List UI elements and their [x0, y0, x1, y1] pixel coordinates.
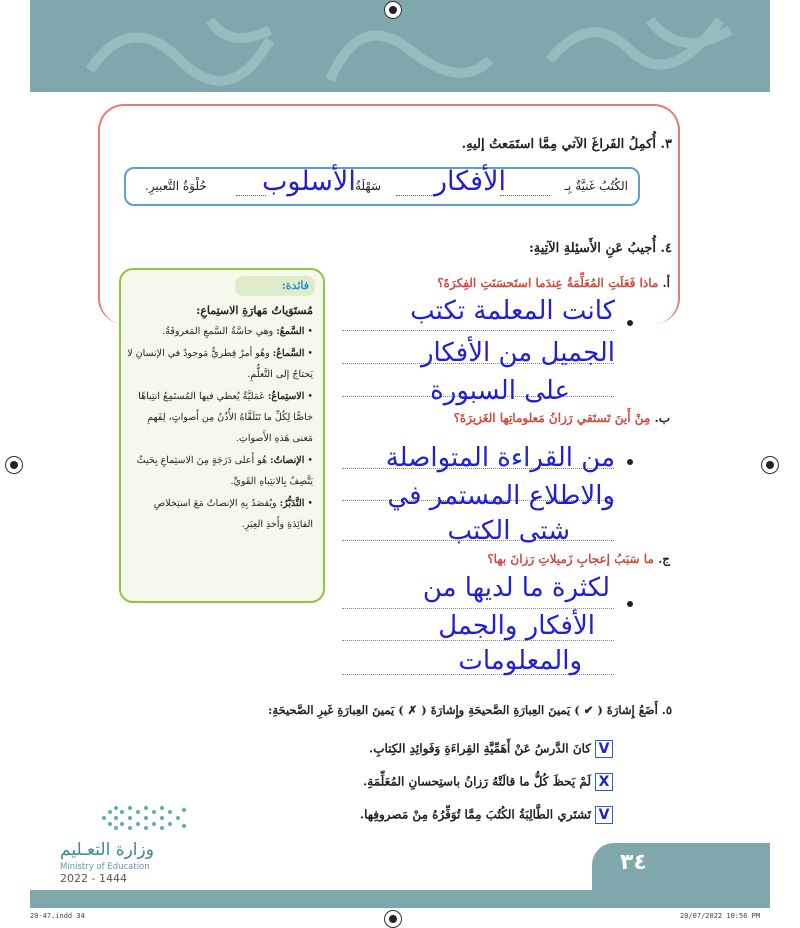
check-mark-box: V: [595, 806, 613, 824]
sidebar-item-text: عَمَليَّةٌ يُعطي فيها المُستَمِعُ انتِباهًا خاصًّا لِكُلِّ ما تَتَلَقَّاهُ الأُذُنُ مِن أَصواتٍ، لِفَهمِ مَعنى هَذهِ الأَصواتِ.: [138, 390, 313, 445]
statement-text: لَمْ يَحظَ كُلُّ ما قالَتْهُ رَزانُ باستِحسانِ المُعَلِّمَةِ.: [363, 774, 591, 789]
question-5-title: ٥. أَضَعُ إِشارَةَ ( ✔ ) يَمينَ العِبارَةِ الصَّحيحَةِ وإِشارَةَ ( ✗ ) يَمينَ العِبارَةِ غَيرِ الصَّحيحَةِ:: [268, 703, 672, 717]
sidebar-item-term: التَّدَبُّرُ:: [279, 497, 305, 509]
bullet-4a: [627, 320, 633, 326]
sidebar-title: مُستَوَياتُ مَهارَةِ الاستِماعِ:: [196, 304, 313, 317]
answer-4c-line-1: لكثرة ما لديها من: [422, 573, 610, 603]
sidebar-item: • الاستِماعُ: عَمَليَّةٌ يُعطي فيها المُستَمِعُ انتِباهًا خاصًّا لِكُلِّ ما تَتَلَقَّاهُ الأُذُنُ مِن أَصواتٍ، لِفَهمِ مَعنى هَذهِ الأَصواتِ.: [138, 390, 313, 445]
answer-4a-line-1: كانت المعلمة تكتب: [410, 296, 615, 326]
question-4b-letter: ب.: [654, 411, 670, 425]
blank-1b: [396, 195, 432, 196]
word-2: سَهْلَةُ: [355, 179, 381, 193]
question-4a-text: ماذا فَعَلَتِ المُعَلِّمَةُ عِندَما استَحسَنَتِ الفِكرَةَ؟: [437, 276, 659, 290]
bullet-4b: [627, 459, 633, 465]
registration-mark-top: [384, 1, 402, 19]
statement-row-1: [369, 740, 613, 758]
sidebar-item: • الإنصاتُ: هُو أَعلى دَرَجَةٍ مِنَ الاستِماعِ بِحَيثُ يَتَّصِفُ بِالانتِباهِ القَويِّ.: [136, 454, 313, 488]
answer-line-4a-1: [342, 330, 614, 331]
sidebar-header: فائدة:: [235, 276, 315, 296]
registration-mark-left: [5, 456, 23, 474]
sidebar-item-term: الإنصاتُ:: [270, 454, 305, 466]
answer-1-handwriting: الأفكار: [434, 166, 506, 197]
question-4-title: ٤. أُجيبُ عَنِ الأَسئِلةِ الآتِيةِ:: [528, 241, 672, 256]
sidebar-item-text: وهُو أمرٌ فِطريٌّ مَوجودٌ في الإنسانِ لا يَحتاجُ إلى التَّعلُّمِ.: [127, 347, 313, 381]
question-4b: [454, 411, 670, 425]
answer-4a-line-3: على السبورة: [430, 376, 570, 406]
ministry-name-english: Ministry of Education: [60, 862, 150, 872]
print-slug-file: 20-47.indd 34: [30, 912, 85, 920]
question-4c: [487, 552, 670, 566]
blank-1: [500, 195, 550, 196]
print-slug-date: 20/07/2022 10:56 PM: [680, 912, 761, 920]
page-number: ٣٤: [620, 850, 647, 875]
answer-4c-line-3: والمعلومات: [458, 646, 582, 676]
bullet-4c: [627, 601, 633, 607]
sidebar-body: [127, 300, 313, 535]
registration-mark-bottom: [384, 910, 402, 928]
page-number-tab: [592, 843, 770, 891]
question-4b-text: مِنْ أَينَ تَستَقي رَزانُ مَعلوماتِها الغَزيرَةَ؟: [453, 411, 651, 425]
footer-band: [30, 890, 770, 908]
answer-4b-line-1: من القراءة المتواصلة: [385, 443, 615, 473]
sentence-end: حُلْوَةُ التَّعبيرِ.: [145, 179, 207, 193]
question-4a-letter: أ.: [662, 276, 670, 290]
question-4c-text: ما سَبَبُ إعجابِ زَميلاتِ رَزانَ بها؟: [487, 552, 654, 566]
answer-4b-line-3: شتى الكتب: [447, 516, 570, 546]
ministry-name-arabic: وزارة التعـليم: [60, 840, 154, 860]
statement-text: تَشتَري الطَّالِبَةُ الكُتُبَ مِمَّا تُوَفِّرُهُ مِنْ مَصروفِها.: [359, 807, 591, 822]
edition-year: 2022 - 1444: [60, 872, 127, 885]
tip-sidebar: [119, 268, 325, 603]
answer-4c-line-2: الأفكار والجمل: [438, 611, 595, 641]
statement-row-2: [363, 773, 613, 791]
sidebar-item-term: السَّمعُ:: [276, 326, 305, 338]
sidebar-item-text: وهي حاسَّةُ السَّمعِ المَعروفَةُ.: [162, 326, 274, 338]
answer-4a-line-2: الجميل من الأفكار: [420, 338, 615, 368]
question-3-title: ٣. أُكمِلُ الفَراغَ الآتي مِمَّا استَمَعتُ إليهِ.: [461, 137, 672, 152]
answer-2-handwriting: الأسلوب: [262, 166, 356, 197]
sidebar-item: • السَّمعُ: وهي حاسَّةُ السَّمعِ المَعروفَةُ.: [162, 326, 313, 338]
statement-row-3: [360, 806, 613, 824]
sentence-start: الكُتُبُ غَنيَّةٌ بِـ: [564, 179, 628, 193]
ministry-logo-icon: [100, 802, 190, 834]
sidebar-item-term: الاستِماعُ:: [267, 390, 305, 402]
check-mark-box: V: [595, 740, 613, 758]
sidebar-item-term: السَّماعُ:: [272, 347, 305, 359]
answer-4b-line-2: والاطلاع المستمر في: [387, 481, 615, 511]
sidebar-item-text: ويُقصَدُ بِهِ الإنصاتُ مَعَ استِخلاصِ الفائِدَةِ وأَخذِ العِبَرِ.: [153, 497, 313, 531]
question-4a: [437, 276, 670, 290]
sidebar-item: • السَّماعُ: وهُو أمرٌ فِطريٌّ مَوجودٌ في الإنسانِ لا يَحتاجُ إلى التَّعلُّمِ.: [127, 347, 313, 381]
cross-mark-box: X: [595, 773, 613, 791]
answer-line-4c-1: [342, 608, 614, 609]
sidebar-item: • التَّدَبُّرُ: ويُقصَدُ بِهِ الإنصاتُ مَعَ استِخلاصِ الفائِدَةِ وأَخذِ العِبَرِ.: [153, 497, 313, 531]
registration-mark-right: [761, 456, 779, 474]
question-4c-letter: ج.: [658, 552, 670, 566]
statement-text: كانَ الدَّرسُ عَنْ أَهَمِّيَّةِ القِراءَةِ وَفَوائِدِ الكِتابِ.: [369, 741, 591, 756]
sidebar-item-text: هُو أَعلى دَرَجَةٍ مِنَ الاستِماعِ بِحَيثُ يَتَّصِفُ بِالانتِباهِ القَويِّ.: [136, 454, 313, 488]
